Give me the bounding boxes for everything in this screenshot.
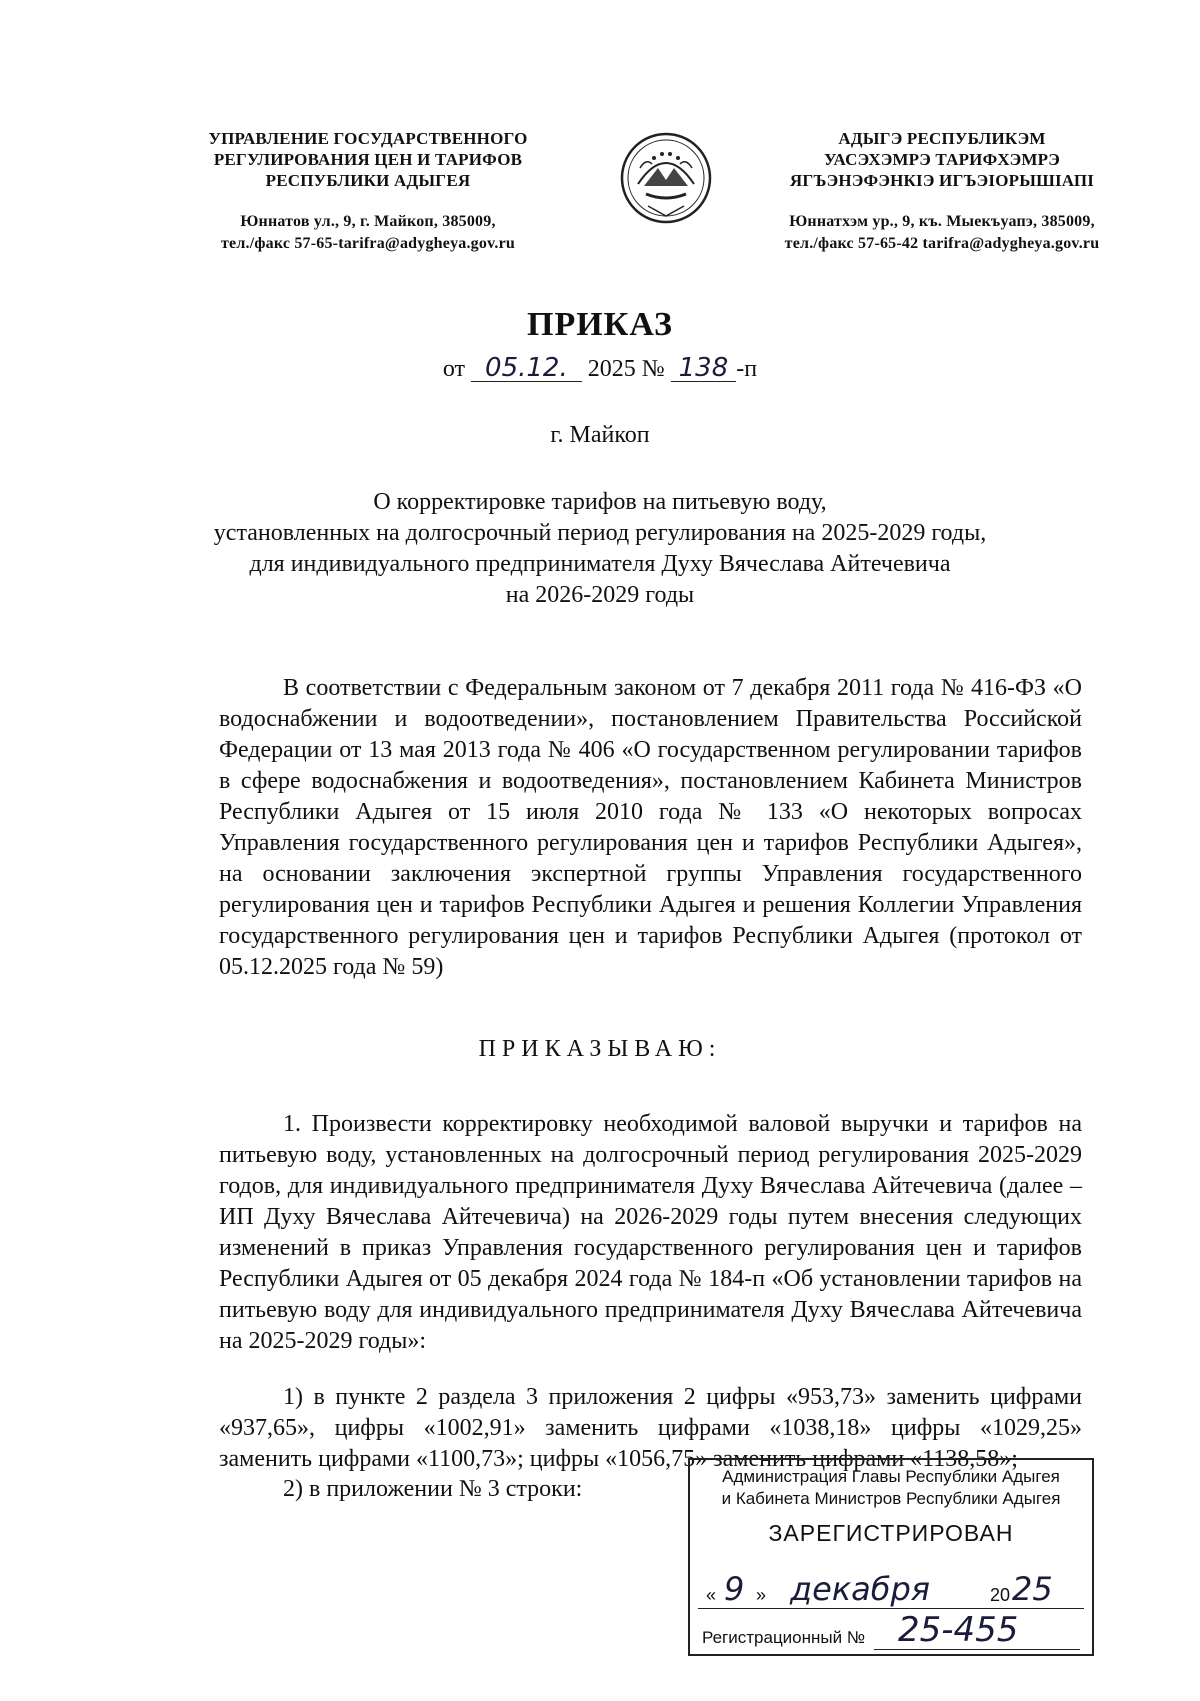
- item-1-paragraph: 1. Произвести корректировку необходимой валовой выручки и тарифов на питьевую воду, установленных на долгосрочный период регулирования 2025-2029 годов, для индивидуального предпринимателя Духу Вячеслава Айтечевича (далее – ИП Духу Вячеслава Айтечевича) на 2026-2029 годы путем внесения следующих изменений в приказ Управления государственного регулирования цен и тарифов Республики Адыгея от 05 декабря 2024 года № 184-п «Об установлении тарифов на питьевую воду для индивидуального предпринимателя Духу Вячеслава Айтечевича на 2025-2029 годы»:: [219, 1111, 1082, 1354]
- stamp-date: [698, 1568, 1084, 1609]
- stamp-reg-number-row: [698, 1610, 1084, 1652]
- header-right-line: АДЫГЭ РЕСПУБЛИКЭМ: [838, 129, 1046, 148]
- subject-line: для индивидуального предпринимателя Духу Вячеслава Айтечевича: [249, 551, 951, 577]
- coat-of-arms-icon: [618, 128, 714, 232]
- order-num-sign: №: [641, 356, 665, 382]
- header-left-line: РЕСПУБЛИКИ АДЫГЕЯ: [265, 171, 471, 190]
- stamp-reg-number-handwritten: 25-455: [898, 1610, 1019, 1650]
- header-left-address-line: Юннатов ул., 9, г. Майкоп, 385009,: [240, 213, 496, 230]
- stamp-open-quote: «: [706, 1585, 717, 1605]
- stamp-year-handwritten: 25: [1012, 1570, 1053, 1608]
- order-year: 2025: [587, 356, 636, 382]
- subject-line: на 2026-2029 годы: [505, 582, 695, 608]
- stamp-close-quote: »: [756, 1585, 767, 1605]
- header-right-line: УАСЭХЭМРЭ ТАРИФХЭМРЭ: [824, 150, 1060, 169]
- subject-line: установленных на долгосрочный период регулирования на 2025-2029 годы,: [213, 520, 987, 546]
- subitem-2-paragraph: 2) в приложении № 3 строки:: [283, 1476, 583, 1502]
- header-left-line: РЕГУЛИРОВАНИЯ ЦЕН И ТАРИФОВ: [213, 150, 523, 169]
- stamp-year-prefix: 20: [990, 1585, 1011, 1605]
- stamp-org-line: Администрация Главы Республики Адыгея: [722, 1467, 1060, 1486]
- header-right-address-line: Юннатхэм ур., 9, къ. Мыекъуапэ, 385009,: [789, 213, 1095, 230]
- order-subject: [120, 487, 1080, 611]
- order-prefix: от: [442, 356, 466, 382]
- registration-stamp: [688, 1458, 1094, 1656]
- order-date-handwritten: 05.12.: [471, 355, 582, 382]
- subject-line: О корректировке тарифов на питьевую воду,: [373, 489, 827, 515]
- subitem-1-paragraph: 1) в пункте 2 раздела 3 приложения 2 цифры «953,73» заменить цифрами «937,65», цифры «1002,91» заменить цифрами «1038,18» цифры «1029,25» заменить цифрами «1100,73»; цифры «1056,75» заменить цифрами «1138,58»;: [219, 1384, 1082, 1472]
- header-left-address: [178, 211, 558, 255]
- order-date-number: [0, 355, 1200, 383]
- header-right-address-line: тел./факс 57-65-42 tarifra@adygheya.gov.ru: [784, 235, 1100, 252]
- header-right-line: ЯГЪЭНЭФЭНКIЭ ИГЪЭIОРЫШIАПI: [789, 171, 1095, 190]
- order-suffix: -п: [736, 356, 758, 382]
- header-left-line: УПРАВЛЕНИЕ ГОСУДАРСТВЕННОГО: [208, 129, 528, 148]
- stamp-org-line: и Кабинета Министров Республики Адыгея: [721, 1489, 1061, 1508]
- stamp-registered-label: ЗАРЕГИСТРИРОВАН: [768, 1520, 1014, 1546]
- stamp-month-handwritten: декабря: [790, 1570, 931, 1608]
- order-directive-heading: ПРИКАЗЫВАЮ:: [478, 1036, 722, 1062]
- header-left: [178, 128, 558, 255]
- stamp-organization: [690, 1466, 1092, 1510]
- preamble-paragraph: В соответствии с Федеральным законом от 7 декабря 2011 года № 416-ФЗ «О водоснабжении и водоотведении», постановлением Правительства Российской Федерации от 13 мая 2013 года № 406 «О государственном регулировании тарифов в сфере водоснабжения и водоотведения», постановлением Кабинета Министров Республики Адыгея от 15 июля 2010 года № 133 «О некоторых вопросах Управления государственного регулирования цен и тарифов Республики Адыгея», на основании заключения экспертной группы Управления государственного регулирования цен и тарифов Республики Адыгея и решения Коллегии Управления государственного регулирования цен и тарифов Республики Адыгея (протокол от 05.12.2025 года № 59): [219, 675, 1082, 980]
- header-left-address-line: тел./факс 57-65-tarifra@adygheya.gov.ru: [220, 235, 516, 252]
- order-city: г. Майкоп: [550, 422, 650, 448]
- header-right-address: [752, 211, 1132, 255]
- stamp-reg-label: Регистрационный №: [702, 1628, 866, 1647]
- stamp-day-handwritten: 9: [724, 1570, 745, 1608]
- document-title: ПРИКАЗ: [527, 306, 673, 343]
- order-number-handwritten: 138: [671, 355, 737, 382]
- header-right: [752, 128, 1132, 255]
